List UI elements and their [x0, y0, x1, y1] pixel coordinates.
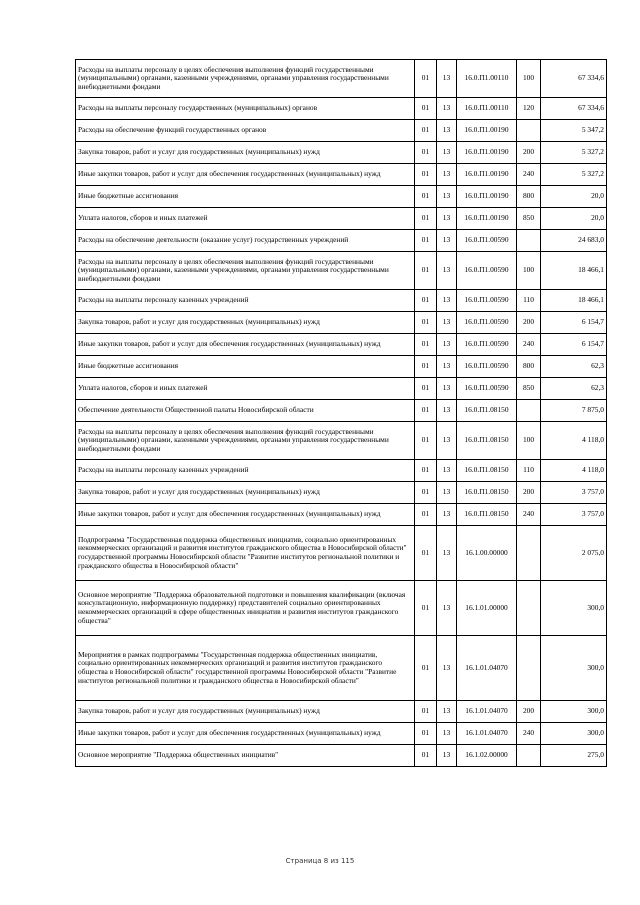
row-name: Иные закупки товаров, работ и услуг для обеспечения государственных (муниципальных) нужд — [76, 334, 415, 356]
row-target-article: 16.0.П1.00590 — [457, 230, 517, 252]
row-target-article: 16.0.П1.00590 — [457, 356, 517, 378]
row-subsection: 13 — [437, 422, 457, 460]
table-row — [76, 98, 607, 120]
row-section: 01 — [415, 636, 437, 701]
row-subsection: 13 — [437, 98, 457, 120]
table-row — [76, 460, 607, 482]
row-subsection: 13 — [437, 120, 457, 142]
row-amount: 67 334,6 — [541, 98, 607, 120]
row-amount: 67 334,6 — [541, 60, 607, 98]
budget-table-body — [76, 60, 607, 767]
row-amount: 300,0 — [541, 723, 607, 745]
row-expense-type: 240 — [517, 504, 541, 526]
row-amount: 2 075,0 — [541, 526, 607, 581]
row-amount: 6 154,7 — [541, 334, 607, 356]
row-expense-type: 800 — [517, 186, 541, 208]
table-row — [76, 636, 607, 701]
row-amount: 300,0 — [541, 581, 607, 636]
row-section: 01 — [415, 701, 437, 723]
row-subsection: 13 — [437, 164, 457, 186]
row-subsection: 13 — [437, 334, 457, 356]
row-section: 01 — [415, 312, 437, 334]
row-amount: 3 757,0 — [541, 482, 607, 504]
row-section: 01 — [415, 356, 437, 378]
row-name: Расходы на обеспечение функций государственных органов — [76, 120, 415, 142]
row-section: 01 — [415, 460, 437, 482]
row-expense-type — [517, 636, 541, 701]
row-target-article: 16.0.П1.00590 — [457, 378, 517, 400]
table-row — [76, 312, 607, 334]
row-expense-type — [517, 230, 541, 252]
row-amount: 62,3 — [541, 378, 607, 400]
table-row — [76, 208, 607, 230]
row-subsection: 13 — [437, 460, 457, 482]
table-row — [76, 745, 607, 767]
row-amount: 24 683,0 — [541, 230, 607, 252]
row-expense-type: 200 — [517, 701, 541, 723]
row-name: Закупка товаров, работ и услуг для государственных (муниципальных) нужд — [76, 142, 415, 164]
table-row — [76, 378, 607, 400]
table-row — [76, 581, 607, 636]
row-target-article: 16.1.01.00000 — [457, 581, 517, 636]
row-name: Обеспечение деятельности Общественной палаты Новосибирской области — [76, 400, 415, 422]
row-section: 01 — [415, 208, 437, 230]
table-row — [76, 504, 607, 526]
row-name: Иные закупки товаров, работ и услуг для обеспечения государственных (муниципальных) нужд — [76, 164, 415, 186]
row-section: 01 — [415, 526, 437, 581]
row-target-article: 16.0.П1.08150 — [457, 460, 517, 482]
table-row — [76, 482, 607, 504]
row-amount: 5 327,2 — [541, 142, 607, 164]
row-section: 01 — [415, 98, 437, 120]
row-amount: 62,3 — [541, 356, 607, 378]
row-subsection: 13 — [437, 230, 457, 252]
row-section: 01 — [415, 252, 437, 290]
row-target-article: 16.1.01.04070 — [457, 701, 517, 723]
row-amount: 5 327,2 — [541, 164, 607, 186]
row-expense-type: 850 — [517, 378, 541, 400]
row-subsection: 13 — [437, 701, 457, 723]
row-name: Иные закупки товаров, работ и услуг для обеспечения государственных (муниципальных) нужд — [76, 723, 415, 745]
table-row — [76, 356, 607, 378]
row-name: Иные бюджетные ассигнования — [76, 186, 415, 208]
row-amount: 3 757,0 — [541, 504, 607, 526]
row-expense-type: 120 — [517, 98, 541, 120]
row-subsection: 13 — [437, 290, 457, 312]
row-name: Закупка товаров, работ и услуг для государственных (муниципальных) нужд — [76, 482, 415, 504]
row-section: 01 — [415, 482, 437, 504]
row-expense-type — [517, 745, 541, 767]
row-target-article: 16.1.01.04070 — [457, 636, 517, 701]
row-subsection: 13 — [437, 252, 457, 290]
row-expense-type: 110 — [517, 460, 541, 482]
table-row — [76, 701, 607, 723]
row-expense-type: 200 — [517, 482, 541, 504]
table-row — [76, 334, 607, 356]
row-target-article: 16.0.П1.08150 — [457, 504, 517, 526]
row-target-article: 16.1.01.04070 — [457, 723, 517, 745]
row-section: 01 — [415, 581, 437, 636]
row-name: Уплата налогов, сборов и иных платежей — [76, 208, 415, 230]
row-target-article: 16.0.П1.00190 — [457, 120, 517, 142]
row-name: Иные бюджетные ассигнования — [76, 356, 415, 378]
row-expense-type: 200 — [517, 312, 541, 334]
table-row — [76, 186, 607, 208]
row-expense-type: 100 — [517, 60, 541, 98]
row-target-article: 16.0.П1.08150 — [457, 482, 517, 504]
row-subsection: 13 — [437, 208, 457, 230]
row-section: 01 — [415, 422, 437, 460]
row-subsection: 13 — [437, 745, 457, 767]
row-target-article: 16.0.П1.08150 — [457, 422, 517, 460]
row-expense-type: 240 — [517, 334, 541, 356]
row-subsection: 13 — [437, 312, 457, 334]
row-subsection: 13 — [437, 526, 457, 581]
row-target-article: 16.1.02.00000 — [457, 745, 517, 767]
row-amount: 20,0 — [541, 186, 607, 208]
row-target-article: 16.0.П1.00590 — [457, 334, 517, 356]
row-target-article: 16.0.П1.00190 — [457, 142, 517, 164]
table-row — [76, 164, 607, 186]
row-amount: 18 466,1 — [541, 290, 607, 312]
table-row — [76, 526, 607, 581]
table-row — [76, 422, 607, 460]
row-section: 01 — [415, 290, 437, 312]
row-section: 01 — [415, 723, 437, 745]
row-amount: 4 118,0 — [541, 460, 607, 482]
row-expense-type — [517, 526, 541, 581]
row-name: Закупка товаров, работ и услуг для государственных (муниципальных) нужд — [76, 312, 415, 334]
row-target-article: 16.1.00.00000 — [457, 526, 517, 581]
row-target-article: 16.0.П1.00590 — [457, 312, 517, 334]
row-amount: 18 466,1 — [541, 252, 607, 290]
row-name: Расходы на выплаты персоналу казенных учреждений — [76, 290, 415, 312]
row-subsection: 13 — [437, 186, 457, 208]
row-name: Расходы на выплаты персоналу казенных учреждений — [76, 460, 415, 482]
row-section: 01 — [415, 142, 437, 164]
row-amount: 7 875,0 — [541, 400, 607, 422]
row-subsection: 13 — [437, 60, 457, 98]
row-target-article: 16.0.П1.00590 — [457, 252, 517, 290]
row-target-article: 16.0.П1.00190 — [457, 164, 517, 186]
row-target-article: 16.0.П1.00110 — [457, 60, 517, 98]
row-subsection: 13 — [437, 482, 457, 504]
row-target-article: 16.0.П1.08150 — [457, 400, 517, 422]
row-section: 01 — [415, 230, 437, 252]
row-expense-type: 200 — [517, 142, 541, 164]
row-name: Закупка товаров, работ и услуг для государственных (муниципальных) нужд — [76, 701, 415, 723]
table-row — [76, 400, 607, 422]
row-section: 01 — [415, 504, 437, 526]
row-expense-type — [517, 581, 541, 636]
row-name: Уплата налогов, сборов и иных платежей — [76, 378, 415, 400]
row-subsection: 13 — [437, 636, 457, 701]
row-expense-type: 100 — [517, 252, 541, 290]
row-name: Иные закупки товаров, работ и услуг для обеспечения государственных (муниципальных) нужд — [76, 504, 415, 526]
row-expense-type: 850 — [517, 208, 541, 230]
row-amount: 5 347,2 — [541, 120, 607, 142]
table-row — [76, 252, 607, 290]
row-name: Основное мероприятие "Поддержка общественных инициатив" — [76, 745, 415, 767]
row-subsection: 13 — [437, 723, 457, 745]
row-target-article: 16.0.П1.00190 — [457, 186, 517, 208]
row-name: Подпрограмма "Государственная поддержка общественных инициатив, социально ориентированных некоммерческих организаций и развития институтов гражданского общества в Новосибирской области" государственной программы Новосибирской области "Развитие институтов региональной политики и гражданского общества в Новосибирской области" — [76, 526, 415, 581]
row-amount: 300,0 — [541, 636, 607, 701]
row-expense-type: 240 — [517, 723, 541, 745]
row-expense-type — [517, 120, 541, 142]
row-subsection: 13 — [437, 378, 457, 400]
row-subsection: 13 — [437, 504, 457, 526]
row-section: 01 — [415, 164, 437, 186]
budget-table — [75, 59, 607, 767]
page-footer: Страница 8 из 115 — [285, 857, 355, 865]
row-subsection: 13 — [437, 581, 457, 636]
row-name: Расходы на выплаты персоналу в целях обеспечения выполнения функций государственными (муниципальными) органами, казенными учреждениями, органами управления государственными внебюджетными фондами — [76, 422, 415, 460]
row-section: 01 — [415, 378, 437, 400]
row-amount: 300,0 — [541, 701, 607, 723]
row-section: 01 — [415, 400, 437, 422]
row-name: Основное мероприятие "Поддержка образовательной подготовки и повышения квалификации (включая консультационную, информационную поддержку) представителей социально ориентированных некоммерческих организаций в сфере общественных инициатив и развития институтов гражданского общества" — [76, 581, 415, 636]
row-target-article: 16.0.П1.00190 — [457, 208, 517, 230]
row-amount: 4 118,0 — [541, 422, 607, 460]
table-row — [76, 142, 607, 164]
table-row — [76, 290, 607, 312]
row-subsection: 13 — [437, 356, 457, 378]
row-amount: 20,0 — [541, 208, 607, 230]
row-section: 01 — [415, 120, 437, 142]
row-section: 01 — [415, 745, 437, 767]
table-row — [76, 120, 607, 142]
row-name: Расходы на обеспечение деятельности (оказание услуг) государственных учреждений — [76, 230, 415, 252]
row-name: Мероприятия в рамках подпрограммы "Государственная поддержка общественных инициатив, социально ориентированных некоммерческих организаций и развития институтов гражданского общества в Новосибирской области" государственной программы Новосибирской области "Развитие институтов региональной политики и гражданского общества в Новосибирской области" — [76, 636, 415, 701]
row-target-article: 16.0.П1.00110 — [457, 98, 517, 120]
row-expense-type: 110 — [517, 290, 541, 312]
row-name: Расходы на выплаты персоналу государственных (муниципальных) органов — [76, 98, 415, 120]
row-name: Расходы на выплаты персоналу в целях обеспечения выполнения функций государственными (муниципальными) органами, казенными учреждениями, органами управления государственными внебюджетными фондами — [76, 252, 415, 290]
row-section: 01 — [415, 186, 437, 208]
row-section: 01 — [415, 334, 437, 356]
row-expense-type — [517, 400, 541, 422]
row-subsection: 13 — [437, 400, 457, 422]
row-name: Расходы на выплаты персоналу в целях обеспечения выполнения функций государственными (муниципальными) органами, казенными учреждениями, органами управления государственными внебюджетными фондами — [76, 60, 415, 98]
table-row — [76, 60, 607, 98]
row-expense-type: 100 — [517, 422, 541, 460]
row-expense-type: 800 — [517, 356, 541, 378]
table-row — [76, 723, 607, 745]
row-amount: 275,0 — [541, 745, 607, 767]
row-target-article: 16.0.П1.00590 — [457, 290, 517, 312]
table-row — [76, 230, 607, 252]
row-expense-type: 240 — [517, 164, 541, 186]
row-section: 01 — [415, 60, 437, 98]
row-amount: 6 154,7 — [541, 312, 607, 334]
row-subsection: 13 — [437, 142, 457, 164]
